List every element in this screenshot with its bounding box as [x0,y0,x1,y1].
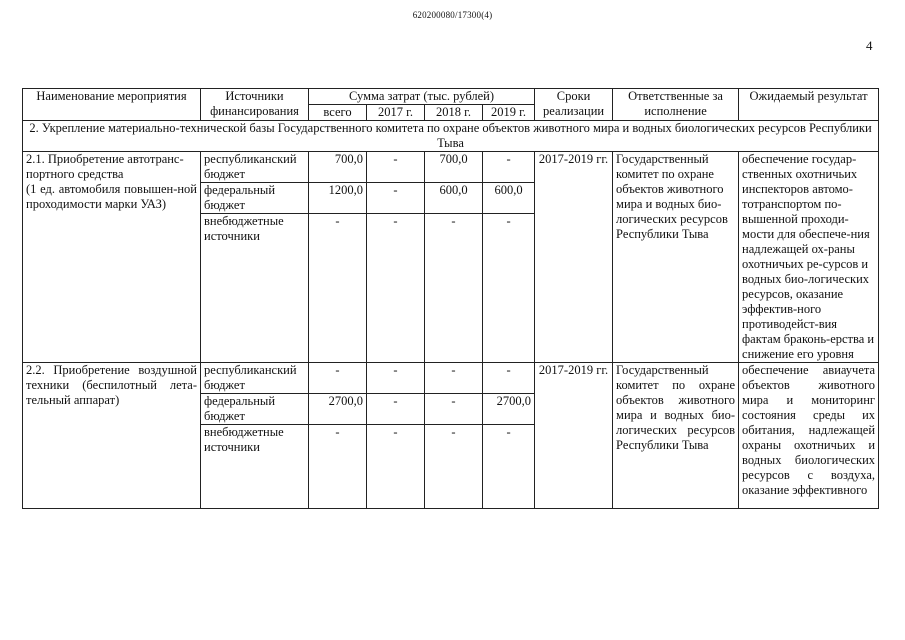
amount-total: 2700,0 [309,394,367,425]
amount-2019: - [483,363,535,394]
amount-2018: 600,0 [425,183,483,214]
expected-result: обеспечение государ-ственных охотничьих инспекторов автомо-тотранспортом по-вышенной проходи-мости для обеспече-ния надлежащей ох-раны охотничьих ре-сурсов и водных био-логических ресурсов, оказание эффектив-ного противодейст-вия фактам браконь-ерства и снижение его уровня [739,152,879,363]
header-total: всего [309,105,367,121]
table-row [23,363,879,394]
amount-2019: - [483,214,535,363]
header-2018: 2018 г. [425,105,483,121]
header-sources: Источники финансирования [201,89,309,121]
header-result: Ожидаемый результат [739,89,879,121]
header-sum: Сумма затрат (тыс. рублей) [309,89,535,105]
activity-name: 2.2. Приобретение воздушной техники (беспилотный лета-тельный аппарат) [23,363,201,509]
amount-2018: - [425,425,483,509]
section-title: 2. Укрепление материально-технической базы Государственного комитета по охране объектов животного мира и водных биологических ресурсов Республики Тыва [23,121,879,152]
header-name: Наименование мероприятия [23,89,201,121]
funding-source: федеральный бюджет [201,394,309,425]
amount-total: - [309,363,367,394]
amount-2019: - [483,152,535,183]
section-row [23,121,879,152]
funding-source: республиканский бюджет [201,363,309,394]
header-responsible: Ответственные за исполнение [613,89,739,121]
amount-2017: - [367,425,425,509]
amount-total: - [309,425,367,509]
header-terms: Сроки реализации [535,89,613,121]
term: 2017-2019 гг. [535,152,613,363]
expected-result: обеспечение авиаучета объектов животного мира и мониторинг состояния среды их обитания, надлежащей охраны охотничьих и водных биологических ресурсов с воздуха, оказание эффективного [739,363,879,509]
amount-2017: - [367,214,425,363]
amount-total: 700,0 [309,152,367,183]
amount-2017: - [367,183,425,214]
amount-2017: - [367,394,425,425]
header-2017: 2017 г. [367,105,425,121]
activity-name [23,152,201,363]
activity-note: (1 ед. автомобиля повышен-ной проходимости марки УАЗ) [26,182,197,211]
activity-title: 2.1. Приобретение автотранс-портного средства [26,152,184,181]
table-header-row [23,89,879,105]
amount-2018: - [425,363,483,394]
amount-total: - [309,214,367,363]
funding-source: федеральный бюджет [201,183,309,214]
amount-total: 1200,0 [309,183,367,214]
header-2019: 2019 г. [483,105,535,121]
amount-2018: 700,0 [425,152,483,183]
table-row [23,152,879,183]
amount-2019: 2700,0 [483,394,535,425]
funding-source: внебюджетные источники [201,214,309,363]
amount-2019: 600,0 [483,183,535,214]
amount-2018: - [425,394,483,425]
activities-table [22,88,879,509]
amount-2019: - [483,425,535,509]
term: 2017-2019 гг. [535,363,613,509]
responsible: Государственный комитет по охране объектов животного мира и водных био-логических ресурсов Республики Тыва [613,363,739,509]
document-id: 620200080/17300(4) [412,10,493,20]
funding-source: внебюджетные источники [201,425,309,509]
amount-2017: - [367,152,425,183]
amount-2018: - [425,214,483,363]
page-number: 4 [866,38,873,53]
funding-source: республиканский бюджет [201,152,309,183]
amount-2017: - [367,363,425,394]
responsible: Государственный комитет по охране объектов животного мира и водных био-логических ресурсов Республики Тыва [613,152,739,363]
